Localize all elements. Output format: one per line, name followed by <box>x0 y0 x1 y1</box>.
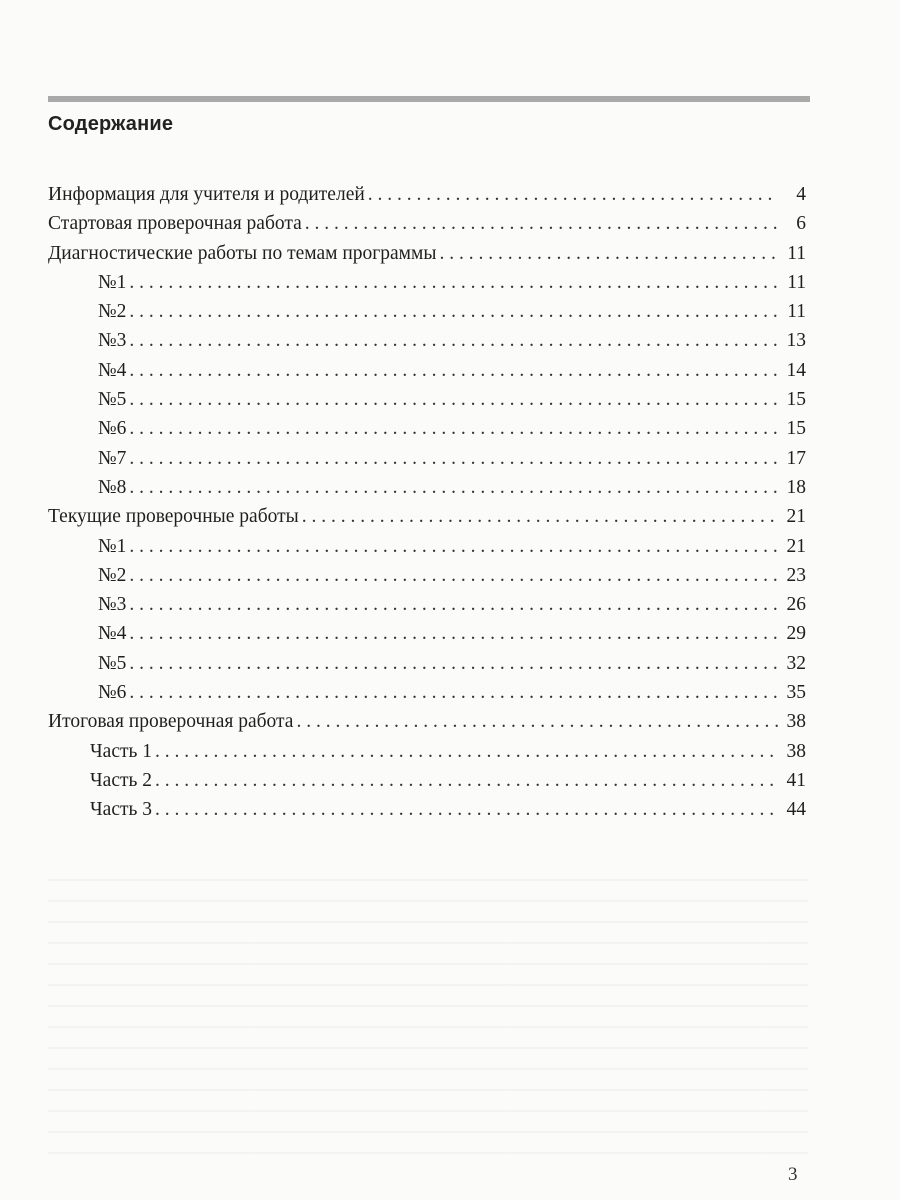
dot-leader <box>129 385 778 414</box>
toc-entry <box>48 473 806 502</box>
toc-entry-title: №5 <box>98 389 127 411</box>
page-title: Содержание <box>48 113 174 135</box>
toc-entry-page: 6 <box>796 213 806 235</box>
toc-entry-page: 13 <box>786 330 806 352</box>
dot-leader <box>155 737 778 766</box>
toc-entry-page: 44 <box>786 799 806 821</box>
dot-leader <box>155 766 778 795</box>
toc-entry-title: Стартовая проверочная работа <box>48 213 302 235</box>
toc-entry-title: №5 <box>98 652 127 674</box>
toc-entry <box>48 385 806 414</box>
toc-entry <box>48 707 806 736</box>
dot-leader <box>129 561 778 590</box>
table-of-contents <box>48 180 806 825</box>
toc-entry-title: №3 <box>98 594 127 616</box>
dot-leader <box>296 707 778 736</box>
toc-entry-page: 21 <box>786 535 806 557</box>
toc-entry <box>48 619 806 648</box>
toc-entry <box>48 444 806 473</box>
toc-entry-title: Информация для учителя и родителей <box>48 184 365 205</box>
toc-entry <box>48 209 806 238</box>
dot-leader <box>129 532 778 561</box>
toc-entry <box>48 268 806 297</box>
toc-entry-page: 4 <box>796 184 806 205</box>
toc-entry-title: Текущие проверочные работы <box>48 506 299 528</box>
toc-entry-title: Диагностические работы по темам программы <box>48 242 437 264</box>
toc-entry <box>48 766 806 795</box>
toc-entry <box>48 649 806 678</box>
toc-entry-page: 35 <box>786 682 806 704</box>
toc-entry <box>48 239 806 268</box>
dot-leader <box>439 239 778 268</box>
toc-entry-page: 14 <box>786 359 806 381</box>
toc-entry <box>48 326 806 355</box>
dot-leader <box>129 356 778 385</box>
toc-entry-page: 26 <box>786 594 806 616</box>
dot-leader <box>129 326 778 355</box>
toc-entry-page: 11 <box>787 271 806 293</box>
toc-entry <box>48 532 806 561</box>
dot-leader <box>305 209 778 238</box>
toc-entry <box>48 502 806 531</box>
toc-entry-title: Итоговая проверочная работа <box>48 711 294 733</box>
toc-entry-page: 38 <box>786 711 806 733</box>
dot-leader <box>302 502 778 531</box>
toc-entry <box>48 561 806 590</box>
toc-entry-title: №2 <box>98 301 127 323</box>
toc-entry-page: 38 <box>786 740 806 762</box>
toc-entry <box>48 414 806 443</box>
toc-entry-title: №7 <box>98 447 127 469</box>
toc-entry-title: №8 <box>98 476 127 498</box>
toc-entry-title: Часть 2 <box>90 769 153 791</box>
toc-entry <box>48 678 806 707</box>
toc-entry-page: 41 <box>786 769 806 791</box>
toc-entry <box>48 180 806 209</box>
toc-entry <box>48 297 806 326</box>
dot-leader <box>368 180 778 209</box>
toc-entry-page: 17 <box>786 447 806 469</box>
page-number: 3 <box>788 1164 798 1185</box>
dot-leader <box>129 473 778 502</box>
dot-leader <box>129 649 778 678</box>
toc-entry-title: №6 <box>98 682 127 704</box>
toc-entry-page: 29 <box>786 623 806 645</box>
toc-entry-title: Часть 1 <box>90 740 153 762</box>
toc-entry <box>48 795 806 824</box>
toc-entry-page: 11 <box>787 301 806 323</box>
toc-entry <box>48 590 806 619</box>
scan-bleed-through <box>48 860 808 1160</box>
toc-entry-title: №4 <box>98 359 127 381</box>
toc-entry-title: №6 <box>98 418 127 440</box>
dot-leader <box>129 268 778 297</box>
dot-leader <box>129 297 778 326</box>
dot-leader <box>129 590 778 619</box>
dot-leader <box>129 444 778 473</box>
header-rule <box>48 96 810 102</box>
dot-leader <box>155 795 778 824</box>
toc-entry-title: №1 <box>98 271 127 293</box>
toc-entry-title: №4 <box>98 623 127 645</box>
toc-entry-page: 23 <box>786 564 806 586</box>
toc-entry-title: Часть 3 <box>90 799 153 821</box>
toc-entry <box>48 356 806 385</box>
dot-leader <box>129 678 778 707</box>
toc-entry-title: №3 <box>98 330 127 352</box>
toc-entry-page: 18 <box>786 476 806 498</box>
toc-entry-page: 15 <box>786 389 806 411</box>
toc-entry-page: 11 <box>787 242 806 264</box>
toc-entry <box>48 737 806 766</box>
toc-entry-title: №2 <box>98 564 127 586</box>
toc-entry-page: 32 <box>786 652 806 674</box>
toc-entry-page: 21 <box>786 506 806 528</box>
toc-entry-title: №1 <box>98 535 127 557</box>
dot-leader <box>129 619 778 648</box>
dot-leader <box>129 414 778 443</box>
toc-entry-page: 15 <box>786 418 806 440</box>
